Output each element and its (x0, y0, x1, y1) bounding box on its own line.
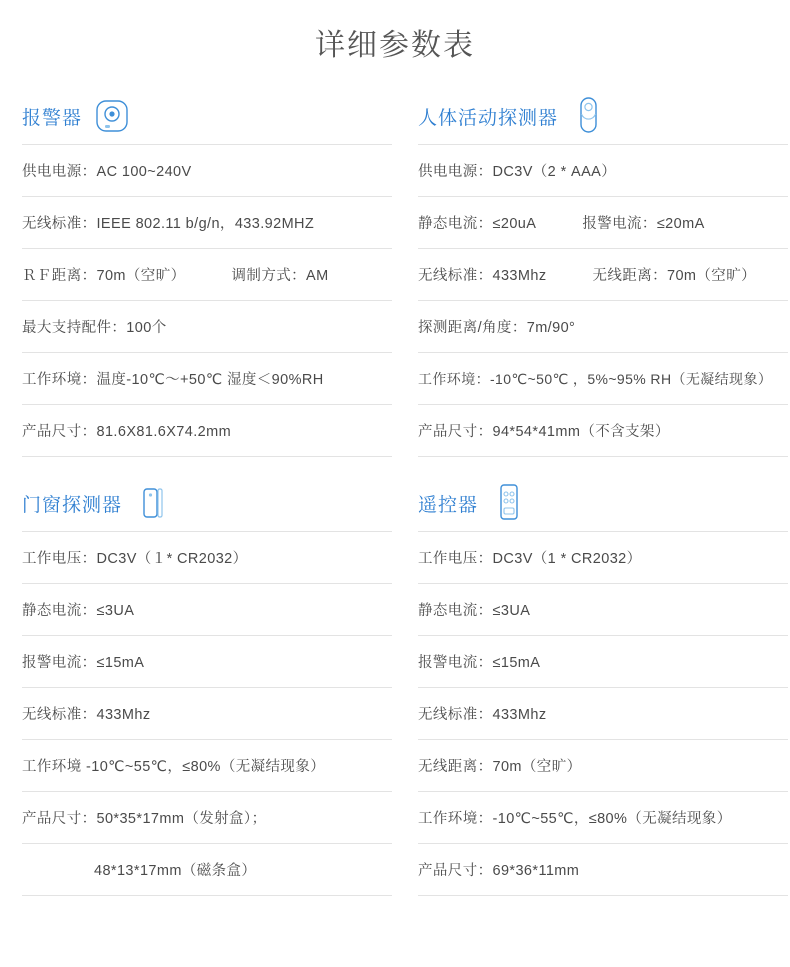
spec-cell: 静态电流：≤20uA (418, 216, 537, 232)
spec-row (22, 532, 392, 584)
spec-grid (0, 72, 790, 914)
spec-row (418, 792, 788, 844)
spec-row (22, 844, 392, 896)
spec-cell: 报警电流：≤15mA (418, 655, 541, 671)
spec-row (418, 145, 788, 197)
section-door-window-detector (22, 475, 392, 896)
door-window-detector-icon (132, 483, 172, 523)
section-title: 遥控器 (418, 494, 479, 516)
spec-cell: 无线标准：433Mhz (418, 268, 547, 284)
spec-cell: 无线距离：70m（空旷） (418, 759, 582, 775)
section-alarm-host (22, 88, 392, 457)
section-pir-detector (418, 88, 788, 457)
section-title: 报警器 (22, 107, 83, 129)
spec-cell: 静态电流：≤3UA (418, 603, 531, 619)
spec-row (418, 249, 788, 301)
alarm-host-icon (92, 96, 132, 136)
spec-cell: ＲＦ距离：70m（空旷） (22, 268, 186, 284)
spec-cell: 供电电源：AC 100~240V (22, 164, 192, 180)
spec-cell: 无线标准：IEEE 802.11 b/g/n，433.92MHZ (22, 216, 315, 232)
spec-cell: 供电电源：DC3V（2 * AAA） (418, 164, 617, 180)
spec-rows (418, 144, 788, 457)
spec-row (22, 353, 392, 405)
spec-row (418, 353, 788, 405)
page-title: 详细参数表 (315, 29, 475, 62)
spec-row (418, 405, 788, 457)
spec-row (22, 792, 392, 844)
spec-row (418, 740, 788, 792)
section-header (418, 475, 788, 531)
spec-row (22, 688, 392, 740)
spec-rows (22, 144, 392, 457)
spec-row (418, 584, 788, 636)
spec-row (418, 197, 788, 249)
spec-row (22, 197, 392, 249)
spec-row (418, 636, 788, 688)
section-remote-control (418, 475, 788, 896)
spec-row (22, 301, 392, 353)
section-title: 人体活动探测器 (418, 107, 559, 129)
spec-rows (418, 531, 788, 896)
section-header (22, 88, 392, 144)
pir-detector-icon (568, 94, 608, 138)
spec-cell: 工作环境：-10℃~55℃，≤80%（无凝结现象） (418, 811, 732, 827)
spec-cell: 探测距离/角度：7m/90° (418, 320, 576, 336)
section-title: 门窗探测器 (22, 494, 123, 516)
spec-cell: 产品尺寸：69*36*11mm (418, 863, 580, 879)
spec-rows (22, 531, 392, 896)
spec-cell: 48*13*17mm（磁条盒） (94, 863, 257, 879)
spec-cell: 产品尺寸：50*35*17mm（发射盒）； (22, 811, 267, 827)
section-header (22, 475, 392, 531)
spec-cell: 最大支持配件：100个 (22, 320, 167, 336)
spec-cell: 工作环境：-10℃~50℃ ，5%~95% RH（无凝结现象） (418, 370, 773, 387)
spec-cell: 产品尺寸：94*54*41mm（不含支架） (418, 424, 670, 440)
spec-row (22, 249, 392, 301)
section-header (418, 88, 788, 144)
spec-row (418, 844, 788, 896)
spec-cell: 工作环境：温度-10℃～+50℃ 湿度＜90%RH (22, 372, 324, 388)
spec-row (22, 584, 392, 636)
spec-cell: 静态电流：≤3UA (22, 603, 135, 619)
spec-cell: 工作电压：DC3V（1 * CR2032） (418, 551, 642, 567)
spec-cell: 无线标准：433Mhz (418, 707, 547, 723)
spec-cell: 调制方式：AM (231, 268, 329, 284)
spec-row (22, 636, 392, 688)
spec-row (22, 740, 392, 792)
spec-cell: 工作电压：DC3V（１* CR2032） (22, 551, 248, 567)
spec-cell: 无线标准：433Mhz (22, 707, 151, 723)
spec-cell: 工作环境 -10℃~55℃，≤80%（无凝结现象） (22, 759, 326, 775)
spec-cell: 无线距离：70m（空旷） (592, 268, 757, 284)
spec-row (418, 301, 788, 353)
spec-row (22, 405, 392, 457)
remote-control-icon (488, 481, 528, 525)
spec-row (418, 688, 788, 740)
spec-cell: 产品尺寸：81.6X81.6X74.2mm (22, 424, 232, 440)
spec-row (22, 145, 392, 197)
spec-row (418, 532, 788, 584)
spec-cell: 报警电流：≤15mA (22, 655, 145, 671)
spec-cell: 报警电流：≤20mA (582, 216, 705, 232)
